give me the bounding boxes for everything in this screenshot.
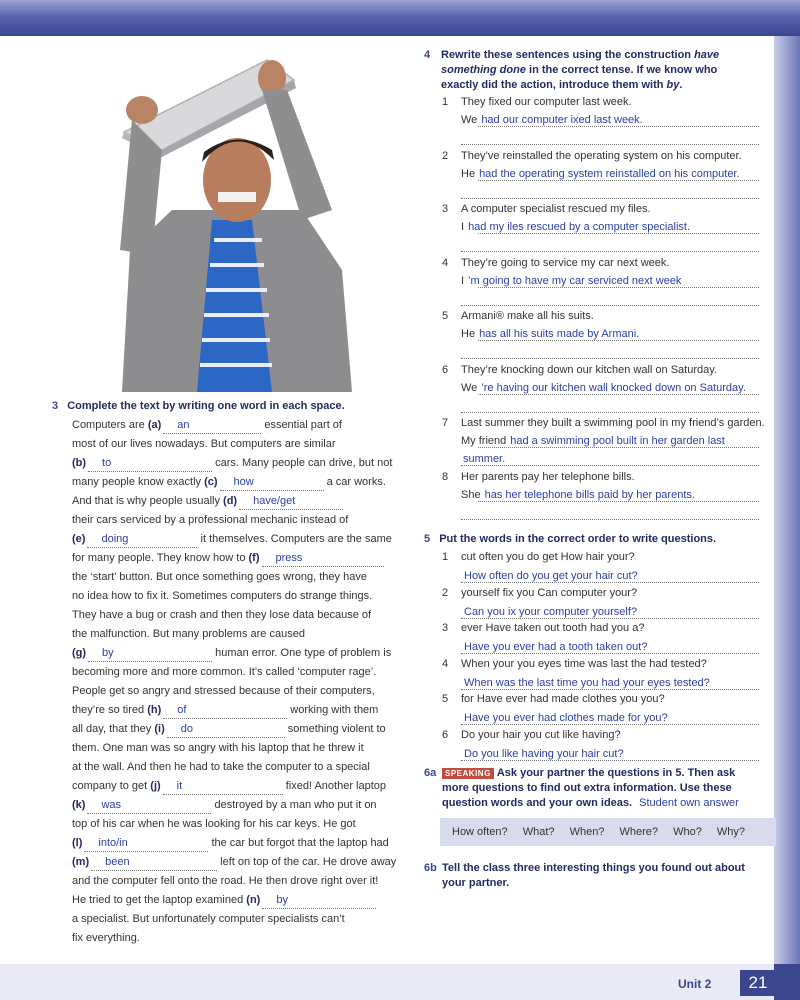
- footer-edge: [774, 964, 800, 1000]
- ex3-text-before: they’re so tired: [72, 704, 148, 716]
- ex5-answer-blank[interactable]: How often do you get your hair cut?: [464, 570, 638, 582]
- ex3-line-text: the malfunction. But many problems are caused: [72, 628, 305, 640]
- ex3-line: [72, 436, 336, 452]
- ex3-answer-blank[interactable]: press: [262, 550, 384, 567]
- ex3-blank-label: (g): [72, 647, 87, 659]
- ex3-line-text: at the wall. And then he had to take the computer to a special: [72, 761, 370, 773]
- ex4-sentence: Last summer they built a swimming pool in my friend’s garden.: [461, 417, 765, 429]
- ex4-answer-blank[interactable]: had our computer ixed last week.: [481, 114, 643, 126]
- ex3-blank-label: (f): [248, 552, 260, 564]
- ex4-item-number: 5: [442, 310, 449, 322]
- ex3-text-after: something violent to: [284, 723, 386, 735]
- ex4-sentence: Her parents pay her telephone bills.: [461, 470, 635, 483]
- ex4-answer-start: We: [461, 114, 478, 126]
- ex3-text-before: He tried to get the laptop examined: [72, 894, 247, 906]
- ex3-number: 3: [52, 400, 59, 412]
- ex4-answer-line: [461, 198, 759, 199]
- ex3-line-text: and the computer fell onto the road. He then drove right over it!: [72, 875, 379, 887]
- ex4-answer-continued[interactable]: summer.: [463, 453, 506, 465]
- ex3-line: [72, 778, 386, 795]
- ex5-item-number: 2: [442, 586, 449, 599]
- ex3-line: [72, 474, 386, 491]
- ex3-text-after: a car works.: [323, 476, 386, 488]
- ex3-text-before: many people know exactly: [72, 476, 205, 488]
- ex3-blank-label: (m): [72, 856, 90, 868]
- ex5-scrambled-words: for Have ever had made clothes you you?: [461, 693, 665, 705]
- ex4-item-number: 8: [442, 470, 449, 483]
- ex3-blank-label: (j): [150, 780, 161, 792]
- question-word: When?: [569, 826, 605, 838]
- ex3-line: [72, 873, 378, 889]
- ex4-sentence: A computer specialist rescued my files.: [461, 203, 651, 215]
- ex3-line: [72, 759, 370, 775]
- ex5-heading: [424, 531, 716, 547]
- ex3-answer-blank[interactable]: was: [87, 797, 211, 814]
- ex3-text-before: company to get: [72, 780, 151, 792]
- ex5-answer-line: [461, 618, 759, 619]
- ex5-answer-line: [461, 653, 759, 654]
- ex5-scrambled-words: yourself fix you Can computer your?: [461, 586, 638, 599]
- ex4-item-number: 4: [442, 256, 449, 269]
- ex5-answer-blank[interactable]: Have you ever had clothes made for you?: [464, 712, 668, 724]
- ex3-line: [72, 721, 386, 738]
- ex5-item-number: 4: [442, 657, 449, 670]
- ex3-text-after: it themselves. Computers are the same: [197, 533, 392, 545]
- question-word: Who?: [673, 826, 702, 838]
- ex3-answer-blank[interactable]: by: [262, 892, 376, 909]
- question-words-box: [440, 818, 776, 846]
- ex3-blank-label: (a): [147, 419, 162, 431]
- ex5-scrambled-words: Do your hair you cut like having?: [461, 728, 621, 741]
- ex5-answer-blank[interactable]: Can you ix your computer yourself?: [464, 605, 638, 618]
- ex5-answer-line: [461, 582, 759, 583]
- ex4-sentence: They’re going to service my car next week.: [461, 256, 670, 269]
- ex3-text-before: Computers are: [72, 419, 148, 431]
- ex3-line: [72, 683, 375, 699]
- ex3-line-text: most of our lives nowadays. But computers are similar: [72, 438, 336, 450]
- ex4-answer-line: [478, 287, 759, 288]
- ex4-answer-blank[interactable]: had the operating system reinstalled on his computer.: [479, 167, 740, 180]
- ex4-answer-start: We: [461, 381, 478, 394]
- ex3-blank-label: (d): [223, 495, 238, 507]
- ex5-answer-line: [461, 689, 759, 690]
- ex4-answer-start: He: [461, 328, 476, 340]
- ex3-line-text: the ‘start’ button. But once something goes wrong, they have: [72, 571, 367, 583]
- ex3-answer-blank[interactable]: have/get: [239, 493, 343, 510]
- top-band: [0, 0, 800, 36]
- ex3-text-before: all day, that they: [72, 723, 155, 735]
- ex3-line: [72, 588, 372, 604]
- ex3-line: [72, 493, 343, 510]
- ex3-blank-label: (c): [204, 476, 218, 488]
- ex3-blank-label: (i): [154, 723, 165, 735]
- ex4-answer-blank[interactable]: ’m going to have my car serviced next week: [468, 274, 682, 287]
- ex4-answer-blank[interactable]: has all his suits made by Armani.: [479, 328, 640, 340]
- speaking-tag: SPEAKING: [442, 768, 494, 779]
- ex3-line-text: no idea how to fix it. Sometimes computers do strange things.: [72, 590, 373, 602]
- ex3-blank-label: (h): [147, 704, 162, 716]
- ex4-item-number: 6: [442, 363, 449, 376]
- ex5-answer-blank[interactable]: Do you like having your hair cut?: [464, 747, 624, 760]
- ex5-number: 5: [424, 533, 431, 545]
- ex3-line: [72, 740, 364, 756]
- ex3-blank-label: (n): [246, 894, 261, 906]
- ex4-sentence: Armani® make all his suits.: [461, 310, 594, 322]
- ex4-answer-start: He: [461, 167, 476, 180]
- ex4-item-number: 7: [442, 417, 449, 429]
- ex3-line: [72, 835, 389, 852]
- ex3-line: [72, 531, 392, 548]
- ex4-answer-line: [461, 519, 759, 520]
- ex4-sentence: They’re knocking down our kitchen wall on Saturday.: [461, 363, 717, 376]
- ex4-heading: 4 Rewrite these sentences using the construction have something done in the correct tense. If we know who exactly did the action, introduce them with by.: [424, 49, 720, 91]
- ex3-answer-blank[interactable]: doing: [87, 531, 197, 548]
- ex3-instruction: Complete the text by writing one word in each space.: [67, 400, 345, 412]
- ex3-answer-blank[interactable]: been: [91, 854, 217, 871]
- page-number: 21: [740, 970, 776, 996]
- ex6b-number: 6b: [424, 862, 437, 874]
- ex4-answer-line: [478, 180, 759, 181]
- ex4-answer-line: [478, 340, 759, 341]
- man-smashing-laptop-photo: [102, 50, 372, 392]
- ex5-item-number: 6: [442, 728, 449, 741]
- ex3-text-after: essential part of: [261, 419, 342, 431]
- ex3-text-before: for many people. They know how to: [72, 552, 249, 564]
- ex4-answer-line: [478, 233, 759, 234]
- ex3-line: [72, 455, 392, 472]
- ex4-item-number: 1: [442, 96, 449, 108]
- ex3-line: [72, 702, 378, 719]
- ex3-answer-blank[interactable]: how: [220, 474, 324, 491]
- ex3-text-after: the car but forgot that the laptop had: [208, 837, 389, 849]
- ex3-line: [72, 569, 367, 585]
- ex3-answer-blank[interactable]: do: [167, 721, 285, 738]
- ex3-answer-blank[interactable]: it: [163, 778, 283, 795]
- ex4-answer-line: [478, 126, 759, 127]
- ex5-item-number: 3: [442, 622, 449, 634]
- ex3-line: [72, 854, 396, 871]
- ex3-text-before: And that is why people usually: [72, 495, 224, 507]
- ex3-answer-blank[interactable]: into/in: [84, 835, 208, 852]
- ex4-answer-line: [461, 465, 759, 466]
- question-word: Where?: [619, 826, 659, 838]
- ex4-answer-blank[interactable]: ’re having our kitchen wall knocked down on Saturday.: [481, 381, 746, 394]
- ex4-item-number: 2: [442, 149, 449, 162]
- ex6b-heading: 6b Tell the class three interesting things you found out about your partner.: [424, 862, 745, 889]
- ex3-line: [72, 550, 384, 567]
- ex5-item-number: 5: [442, 693, 449, 705]
- ex3-line-text: them. One man was so angry with his laptop that he threw it: [72, 742, 364, 754]
- ex3-blank-label: (k): [72, 799, 86, 811]
- ex3-blank-label: (e): [72, 533, 86, 545]
- ex3-line-text: top of his car when he was looking for his car keys. He got: [72, 818, 356, 830]
- ex3-text-after: working with them: [287, 704, 379, 716]
- ex3-line-text: their cars serviced by a professional mechanic instead of: [72, 514, 349, 526]
- ex5-answer-blank[interactable]: Have you ever had a tooth taken out?: [464, 641, 648, 653]
- ex5-scrambled-words: When your you eyes time was last the had tested?: [461, 657, 707, 670]
- ex4-answer-start: I: [461, 274, 465, 287]
- ex4-answer-start: She: [461, 488, 481, 501]
- ex6a-number: 6a: [424, 767, 437, 779]
- ex3-line: [72, 626, 305, 642]
- ex5-scrambled-words: cut often you do get How hair your?: [461, 551, 635, 563]
- question-word: How often?: [452, 826, 508, 838]
- ex3-line-text: People get so angry and stressed because of their computers,: [72, 685, 375, 697]
- ex4-answer-line: [461, 412, 759, 413]
- ex4-number: 4: [424, 49, 431, 61]
- ex5-answer-blank[interactable]: When was the last time you had your eyes tested?: [464, 676, 710, 689]
- ex3-answer-blank[interactable]: by: [88, 645, 212, 662]
- ex3-text-after: human error. One type of problem is: [212, 647, 392, 659]
- ex4-answer-blank[interactable]: had a swimming pool built in her garden last: [510, 435, 725, 447]
- ex3-line-text: a specialist. But unfortunately computer specialists can’t: [72, 913, 345, 925]
- ex5-answer-line: [461, 760, 759, 761]
- ex3-answer-blank[interactable]: an: [163, 417, 261, 434]
- ex3-line: [72, 911, 345, 927]
- ex3-line: [72, 607, 371, 623]
- ex4-sentence: They’ve reinstalled the operating system on his computer.: [461, 149, 742, 162]
- ex4-answer-line: [478, 394, 759, 395]
- ex4-answer-line: [461, 305, 759, 306]
- ex4-answer-start: I: [461, 221, 465, 233]
- question-word: What?: [522, 826, 555, 838]
- page-edge: [774, 36, 800, 1000]
- ex3-blank-label: (b): [72, 457, 87, 469]
- ex4-answer-line: [461, 358, 759, 359]
- ex3-heading: [52, 398, 345, 414]
- ex3-text-after: fixed! Another laptop: [282, 780, 387, 792]
- ex4-item-number: 3: [442, 203, 449, 215]
- ex5-answer-line: [461, 724, 759, 725]
- ex6a-heading: 6a SPEAKING Ask your partner the questions in 5. Then ask more questions to find out extra information. Use these question words and your own ideas. Student own answer: [424, 767, 739, 809]
- ex5-instruction: Put the words in the correct order to write questions.: [439, 533, 717, 545]
- ex3-line: [72, 816, 356, 832]
- ex4-answer-line: [478, 501, 759, 502]
- question-word: Why?: [716, 826, 746, 838]
- ex6a-answer: Student own answer: [639, 797, 739, 809]
- ex3-text-after: cars. Many people can drive, but not: [212, 457, 393, 469]
- ex4-answer-line: [461, 144, 759, 145]
- unit-label: Unit 2: [678, 977, 712, 991]
- ex3-line: [72, 892, 376, 909]
- ex5-scrambled-words: ever Have taken out tooth had you a?: [461, 622, 645, 634]
- ex3-line-text: They have a bug or crash and then they lose data because of: [72, 609, 372, 621]
- ex3-line: [72, 797, 377, 814]
- ex4-sentence: They fixed our computer last week.: [461, 96, 632, 108]
- ex3-line: [72, 664, 376, 680]
- ex3-line: [72, 512, 348, 528]
- ex3-text-after: left on top of the car. He drove away: [217, 856, 397, 868]
- ex3-answer-blank[interactable]: to: [88, 455, 212, 472]
- ex3-text-after: destroyed by a man who put it on: [211, 799, 377, 811]
- ex4-answer-start: My friend: [461, 435, 507, 447]
- ex4-answer-blank[interactable]: had my iles rescued by a computer specialist.: [468, 221, 690, 233]
- ex3-answer-blank[interactable]: of: [163, 702, 287, 719]
- ex3-line: [72, 645, 391, 662]
- ex3-line: [72, 417, 342, 434]
- ex3-line-text: becoming more and more common. It’s called ‘computer rage’.: [72, 666, 377, 678]
- ex3-line: [72, 930, 140, 946]
- ex4-answer-line: [478, 447, 759, 448]
- ex3-line-text: fix everything.: [72, 932, 140, 944]
- ex3-blank-label: (l): [72, 837, 83, 849]
- ex4-answer-blank[interactable]: has her telephone bills paid by her parents.: [484, 488, 695, 501]
- ex5-item-number: 1: [442, 551, 449, 563]
- ex4-answer-line: [461, 251, 759, 252]
